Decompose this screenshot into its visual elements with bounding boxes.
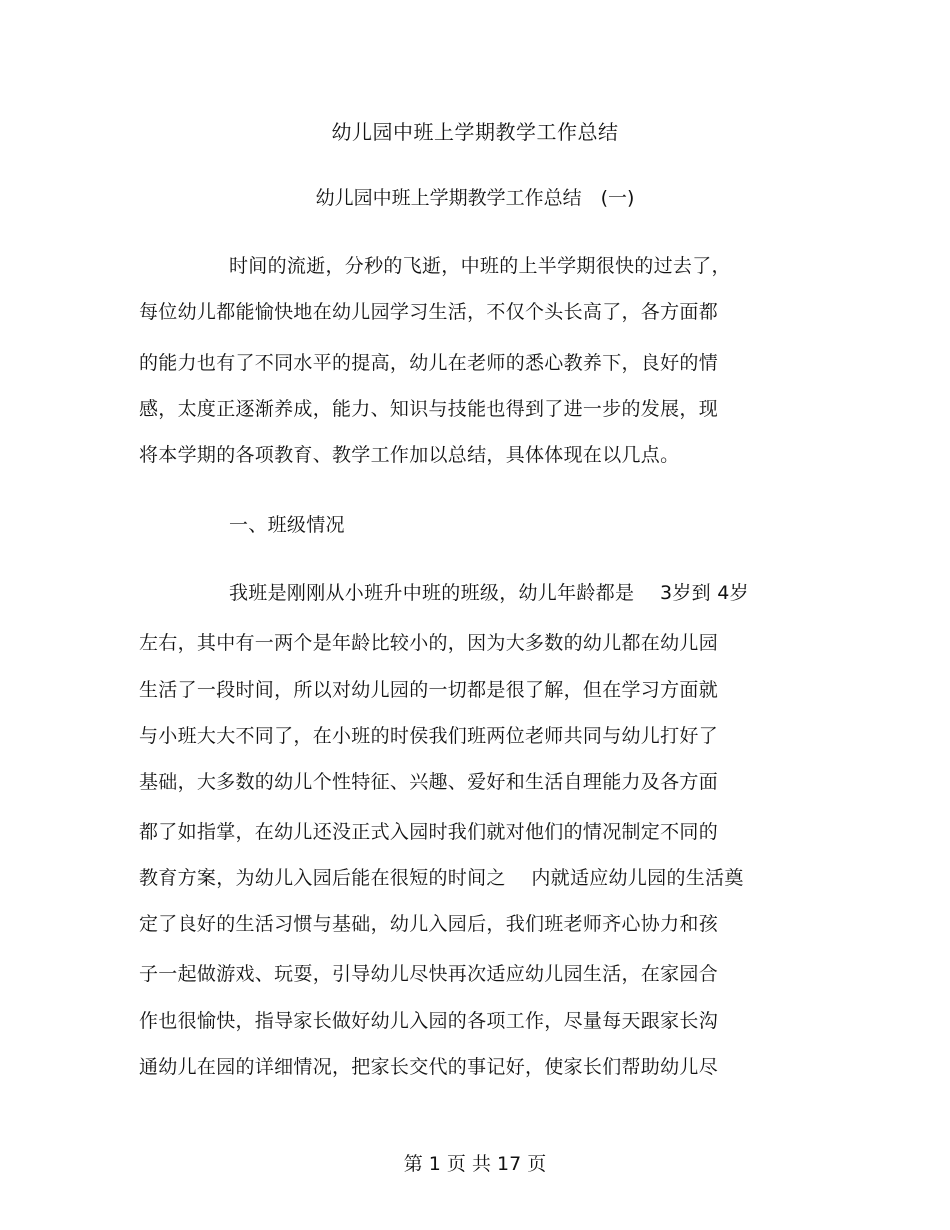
paragraph-line: 将本学期的各项教育、教学工作加以总结，具体体现在以几点。 xyxy=(139,444,680,466)
section-heading: 一、班级情况 xyxy=(229,514,345,536)
paragraph-line: 作也很愉快，指导家长做好幼儿入园的各项工作，尽量每天跟家长沟 xyxy=(139,1010,719,1032)
document-title: 幼儿园中班上学期教学工作总结 xyxy=(331,120,619,144)
paragraph-line: 每位幼儿都能愉快地在幼儿园学习生活，不仅个头长高了，各方面都 xyxy=(139,301,719,323)
paragraph-line: 我班是刚刚从小班升中班的班级，幼儿年龄都是 3岁到 4岁 xyxy=(229,582,749,604)
paragraph-line: 左右，其中有一两个是年龄比较小的，因为大多数的幼儿都在幼儿园 xyxy=(139,632,719,654)
paragraph-line: 通幼儿在园的详细情况，把家长交代的事记好，使家长们帮助幼儿尽 xyxy=(139,1056,719,1078)
paragraph-line: 与小班大大不同了，在小班的时侯我们班两位老师共同与幼儿打好了 xyxy=(139,725,719,747)
paragraph-line: 的能力也有了不同水平的提高，幼儿在老师的悉心教养下，良好的情 xyxy=(139,352,719,374)
paragraph-line: 时间的流逝，分秒的飞逝，中班的上半学期很快的过去了， xyxy=(229,255,731,277)
document-subtitle: 幼儿园中班上学期教学工作总结 (一) xyxy=(315,187,635,209)
page-number-footer: 第 1 页 共 17 页 xyxy=(403,1153,547,1175)
paragraph-line: 子一起做游戏、玩耍，引导幼儿尽快再次适应幼儿园生活，在家园合 xyxy=(139,963,719,985)
paragraph-line: 定了良好的生活习惯与基础，幼儿入园后，我们班老师齐心协力和孩 xyxy=(139,913,719,935)
paragraph-line: 感，太度正逐渐养成，能力、知识与技能也得到了进一步的发展，现 xyxy=(139,398,719,420)
paragraph-line: 都了如指掌，在幼儿还没正式入园时我们就对他们的情况制定不同的 xyxy=(139,821,719,843)
paragraph-line: 生活了一段时间，所以对幼儿园的一切都是很了解，但在学习方面就 xyxy=(139,679,719,701)
paragraph-line: 基础，大多数的幼儿个性特征、兴趣、爱好和生活自理能力及各方面 xyxy=(139,771,719,793)
paragraph-line: 教育方案，为幼儿入园后能在很短的时间之 内就适应幼儿园的生活奠 xyxy=(139,867,744,889)
